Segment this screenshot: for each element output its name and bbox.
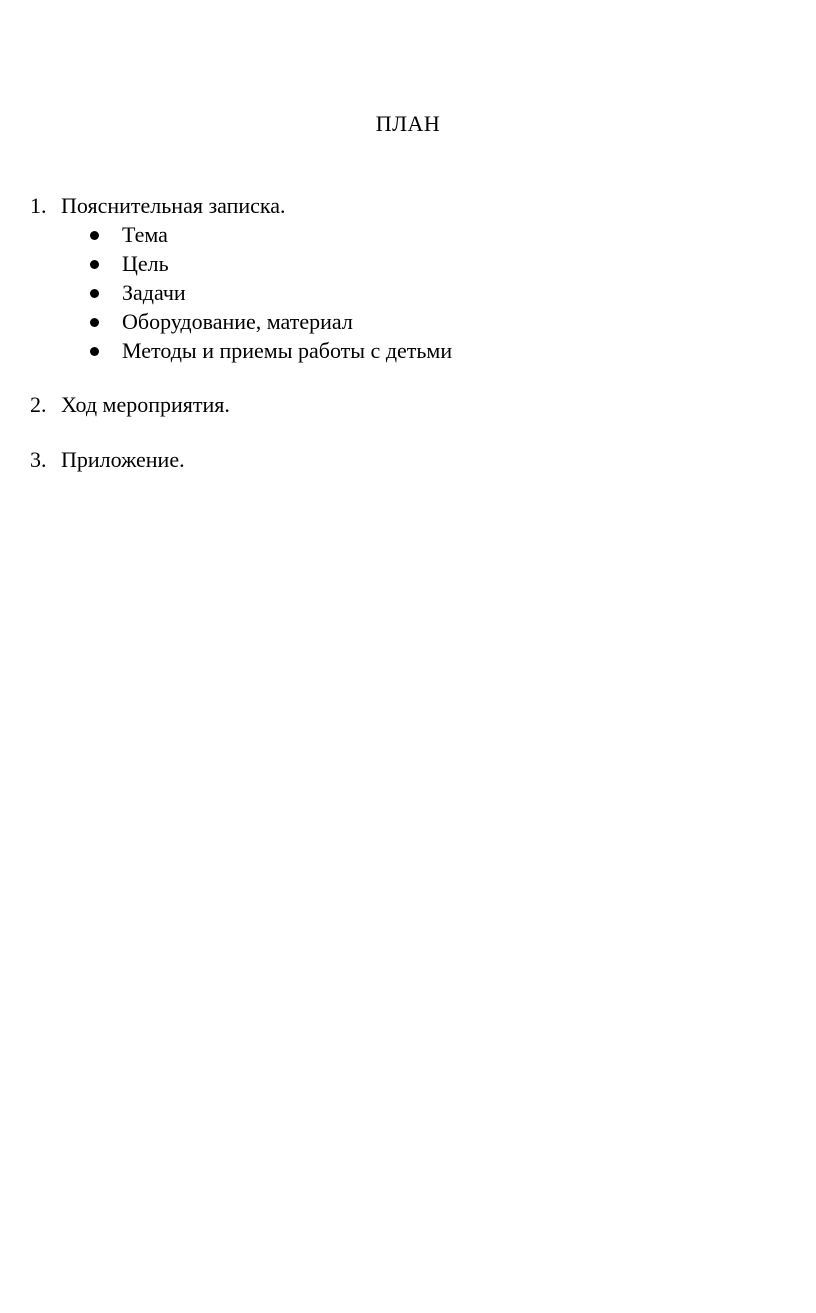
subitem-list [88, 220, 452, 365]
page-title: ПЛАН [375, 111, 441, 136]
bullet-icon [90, 347, 99, 356]
bullet-icon [90, 231, 99, 240]
item-text: Ход мероприятия. [61, 392, 230, 417]
subitem [88, 278, 452, 307]
bullet-icon [90, 289, 99, 298]
item-number: 2. [30, 392, 47, 417]
plan-item-3 [30, 446, 185, 474]
subitem-text: Тема [122, 222, 168, 247]
subitem [88, 336, 452, 365]
subitem-text: Методы и приемы работы с детьми [122, 338, 453, 363]
subitem-text: Цель [122, 251, 169, 276]
subitem [88, 249, 452, 278]
subitem-text: Оборудование, материал [122, 309, 353, 334]
bullet-icon [90, 260, 99, 269]
item-number: 1. [30, 193, 47, 218]
plan-item-2 [30, 391, 230, 419]
subitem-text: Задачи [122, 280, 186, 305]
subitem [88, 220, 452, 249]
item-text: Приложение. [61, 447, 185, 472]
bullet-icon [90, 318, 99, 327]
item-number: 3. [30, 447, 47, 472]
plan-item-1 [30, 192, 286, 220]
subitem [88, 307, 452, 336]
item-text: Пояснительная записка. [61, 193, 286, 218]
